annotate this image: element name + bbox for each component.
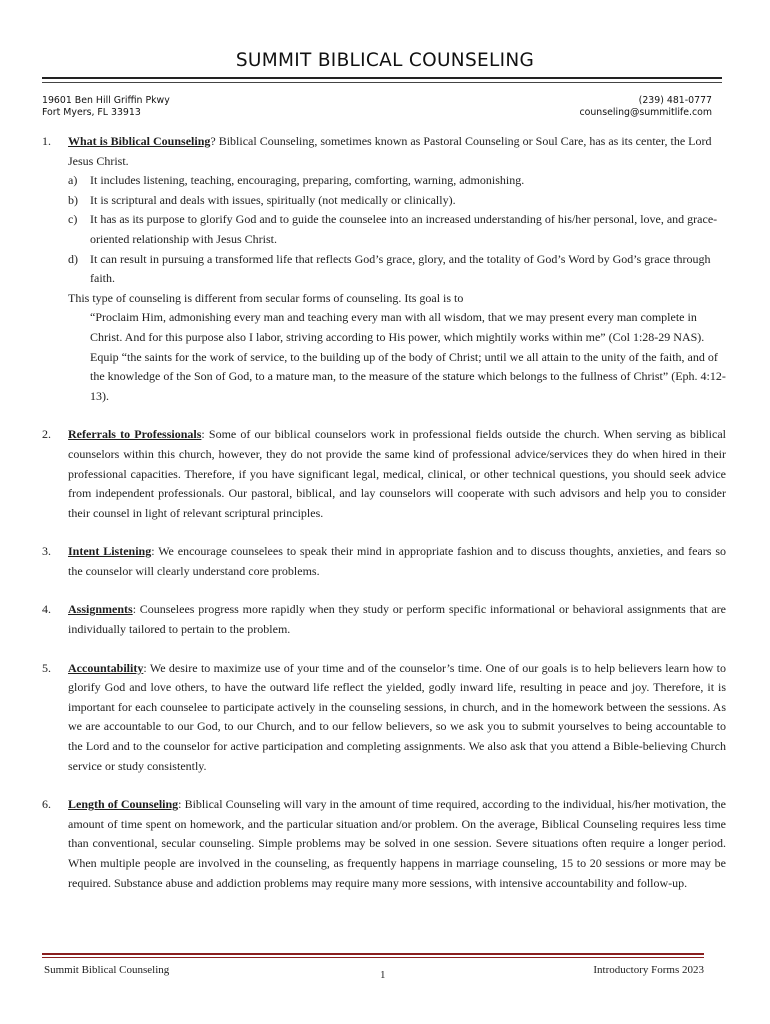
section-heading: Intent Listening bbox=[68, 544, 152, 559]
section-biblical-counseling bbox=[42, 132, 726, 406]
list-letter: b) bbox=[68, 192, 78, 207]
section-followup: This type of counseling is different from secular forms of counseling. Its goal is to bbox=[68, 290, 464, 305]
section-text: : We desire to maximize use of your time and of the counselor’s time. One of our goals is to help believers learn how to glorify God and love others, to have the outward life reflect the yielded, godly inward life, resulting in peace and joy. Therefore, it is important for each counselee to participate actively in the counseling sessions, in church, and in the homework between the sessions. As we are accountable to our God, to our Church, and to our fellow believers, so we ask you to submit yourselves to being accountable to the Lord and to the counselor for active participation and completing assignments. We also ask that you attend a Bible-believing Church service or study consistently. bbox=[68, 660, 726, 773]
section-text: : Counselees progress more rapidly when they study or perform specific informational or behavioral assignments that are individually tailored to pertain to the problem. bbox=[68, 602, 726, 637]
page-title: SUMMIT BIBLICAL COUNSELING bbox=[235, 50, 535, 71]
section-text: : Some of our biblical counselors work in professional fields outside the church. When serving as biblical counselors within this church, however, they do not provide the same kind of professional advice/services they do when hired in their professional capacities. Therefore, if you have significant legal, medical, clinical, or other technical questions, you should seek advice from independent professionals. Our pastoral, biblical, and lay counselors will cooperate with such advisors and help you to consider their counsel in light of relevant scriptural principles. bbox=[68, 427, 726, 520]
section-number: 5. bbox=[42, 660, 51, 675]
footer-form-name: Introductory Forms 2023 bbox=[593, 964, 704, 976]
address-block bbox=[42, 95, 170, 119]
page-number: 1 bbox=[380, 969, 386, 981]
list-text: It includes listening, teaching, encouraging, preparing, comforting, warning, admonishing. bbox=[90, 173, 525, 188]
section-number: 2. bbox=[42, 427, 51, 442]
section-heading: Referrals to Professionals bbox=[68, 427, 202, 442]
list-letter: d) bbox=[68, 251, 78, 266]
list-text: It can result in pursuing a transformed life that reflects God’s grace, glory, and the totality of God’s Word by God’s grace through faith. bbox=[90, 251, 711, 286]
section-intent-listening bbox=[42, 542, 726, 581]
list-text: It has as its purpose to glorify God and to guide the counselee into an increased understanding of his/her personal, love, and grace-oriented relationship with Jesus Christ. bbox=[90, 212, 718, 246]
list-text: It is scriptural and deals with issues, spiritually (not medically or clinically). bbox=[90, 192, 456, 207]
footer-divider-thin bbox=[42, 957, 704, 958]
list-item bbox=[68, 171, 726, 191]
list-item bbox=[68, 210, 726, 249]
section-number: 6. bbox=[42, 797, 51, 812]
contact-email: counseling@summitlife.com bbox=[579, 107, 712, 118]
scripture-quote-col: “Proclaim Him, admonishing every man and teaching every man with all wisdom, that we may present every man complete in Christ. And for this purpose also I labor, striving according to His power, which mightily works within me” (Col 1:28-29 NAS). bbox=[90, 310, 705, 344]
scripture-quote-eph: Equip “the saints for the work of service, to the building up of the body of Christ; until we all attain to the unity of the faith, and of the knowledge of the Son of God, to a mature man, to the measure of the stature which belongs to the fullness of Christ” (Eph. 4:12-13). bbox=[90, 349, 726, 403]
header-divider bbox=[42, 77, 722, 79]
contact-phone: (239) 481-0777 bbox=[638, 95, 712, 106]
section-accountability bbox=[42, 659, 726, 777]
section-length bbox=[42, 795, 726, 893]
section-number: 4. bbox=[42, 602, 51, 617]
section-text: : Biblical Counseling will vary in the amount of time required, according to the individual, his/her motivation, the amount of time spent on homework, and the particular situation and/or problem. On the average, Biblical Counseling requires less time than conventional, secular counseling. Simple problems may be solved in one session. Severe situations often require a longer period. When multiple people are involved in the counseling, as frequently happens in marriage counseling, 15 to 20 sessions or more may be required. Substance abuse and addiction problems may require many more sessions, with intensive accountability and follow-up. bbox=[68, 797, 726, 890]
footer-divider bbox=[42, 953, 704, 955]
footer-org: Summit Biblical Counseling bbox=[44, 964, 170, 976]
document-body bbox=[42, 132, 726, 893]
list-item bbox=[68, 250, 726, 289]
list-item bbox=[68, 191, 726, 211]
section-intro: ? Biblical Counseling, sometimes known as Pastoral Counseling or Soul Care, has as its center, the Lord Jesus Christ. bbox=[68, 134, 712, 168]
list-letter: c) bbox=[68, 212, 78, 227]
address-city: Fort Myers, FL 33913 bbox=[42, 107, 141, 118]
section-assignments bbox=[42, 600, 726, 639]
section-number: 3. bbox=[42, 544, 51, 559]
section-heading: Length of Counseling bbox=[68, 797, 179, 812]
section-text: : We encourage counselees to speak their mind in appropriate fashion and to discuss thoughts, anxieties, and fears so the counselor will clearly understand core problems. bbox=[68, 544, 726, 578]
section-heading: What is Biblical Counseling bbox=[68, 134, 211, 148]
header-divider-thin bbox=[42, 82, 722, 83]
section-number: 1. bbox=[42, 134, 51, 148]
contact-block bbox=[579, 95, 712, 119]
section-referrals bbox=[42, 425, 726, 523]
section-heading: Assignments bbox=[68, 602, 133, 617]
address-street: 19601 Ben Hill Griffin Pkwy bbox=[42, 95, 170, 106]
list-letter: a) bbox=[68, 173, 78, 188]
section-heading: Accountability bbox=[68, 660, 144, 675]
